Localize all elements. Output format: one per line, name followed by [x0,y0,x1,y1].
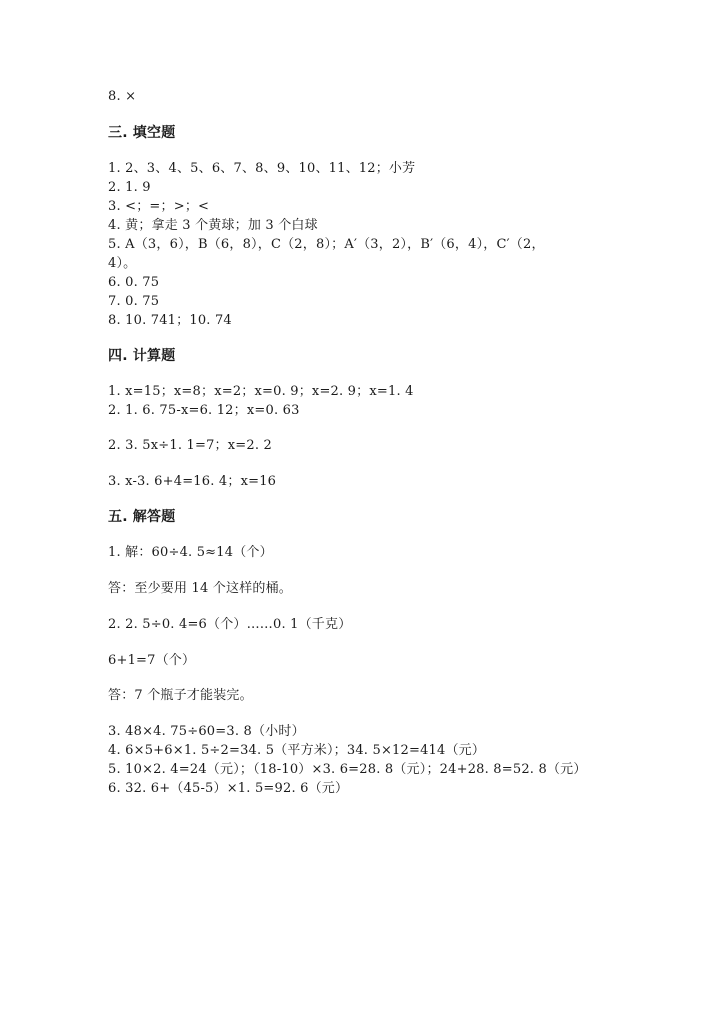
answer-calc-1: 1. x=15；x=8；x=2；x=0. 9；x=2. 9；x=1. 4 [108,384,414,399]
answer-calc-3: 3. x-3. 6+4=16. 4；x=16 [108,474,277,489]
answer-solve-6: 6. 32. 6+（45-5）×1. 5=92. 6（元） [108,781,349,796]
answer-solve-4: 4. 6×5+6×1. 5÷2=34. 5（平方米）；34. 5×12=414（元） [108,743,486,758]
answer-solve-1-reply: 答：至少要用 14 个这样的桶。 [108,581,293,596]
section-heading-solution: 五. 解答题 [108,509,176,525]
answer-fill-6: 6. 0. 75 [108,275,160,290]
answer-judge-8: 8. × [108,89,137,104]
answer-solve-2-step: 6+1=7（个） [108,653,196,668]
answer-solve-3: 3. 48×4. 75÷60=3. 8（小时） [108,724,305,739]
answer-fill-3: 3. <；=；>；< [108,199,210,214]
section-heading-fill-in: 三. 填空题 [108,125,176,141]
answer-fill-1: 1. 2、3、4、5、6、7、8、9、10、11、12；小芳 [108,161,416,176]
answer-solve-1: 1. 解：60÷4. 5≈14（个） [108,545,273,560]
answer-fill-2: 2. 1. 9 [108,180,151,195]
answer-solve-2-reply: 答：7 个瓶子才能装完。 [108,688,253,703]
answer-fill-5: 5. A（3，6），B（6，8），C（2，8）；A′（3，2），B′（6，4），C′（2， [108,237,545,252]
section-heading-calculation: 四. 计算题 [108,348,176,364]
answer-solve-2: 2. 2. 5÷0. 4=6（个）……0. 1（千克） [108,617,352,632]
answer-fill-5-continued: 4）。 [108,256,137,271]
answer-fill-8: 8. 10. 741；10. 74 [108,313,232,328]
answer-calc-2b: 2. 3. 5x÷1. 1=7；x=2. 2 [108,438,272,453]
answer-calc-2: 2. 1. 6. 75-x=6. 12；x=0. 63 [108,403,300,418]
answer-fill-7: 7. 0. 75 [108,294,160,309]
answer-fill-4: 4. 黄；拿走 3 个黄球；加 3 个白球 [108,218,318,233]
answer-solve-5: 5. 10×2. 4=24（元）；（18-10）×3. 6=28. 8（元）；24+28. 8=52. 8（元） [108,762,587,777]
